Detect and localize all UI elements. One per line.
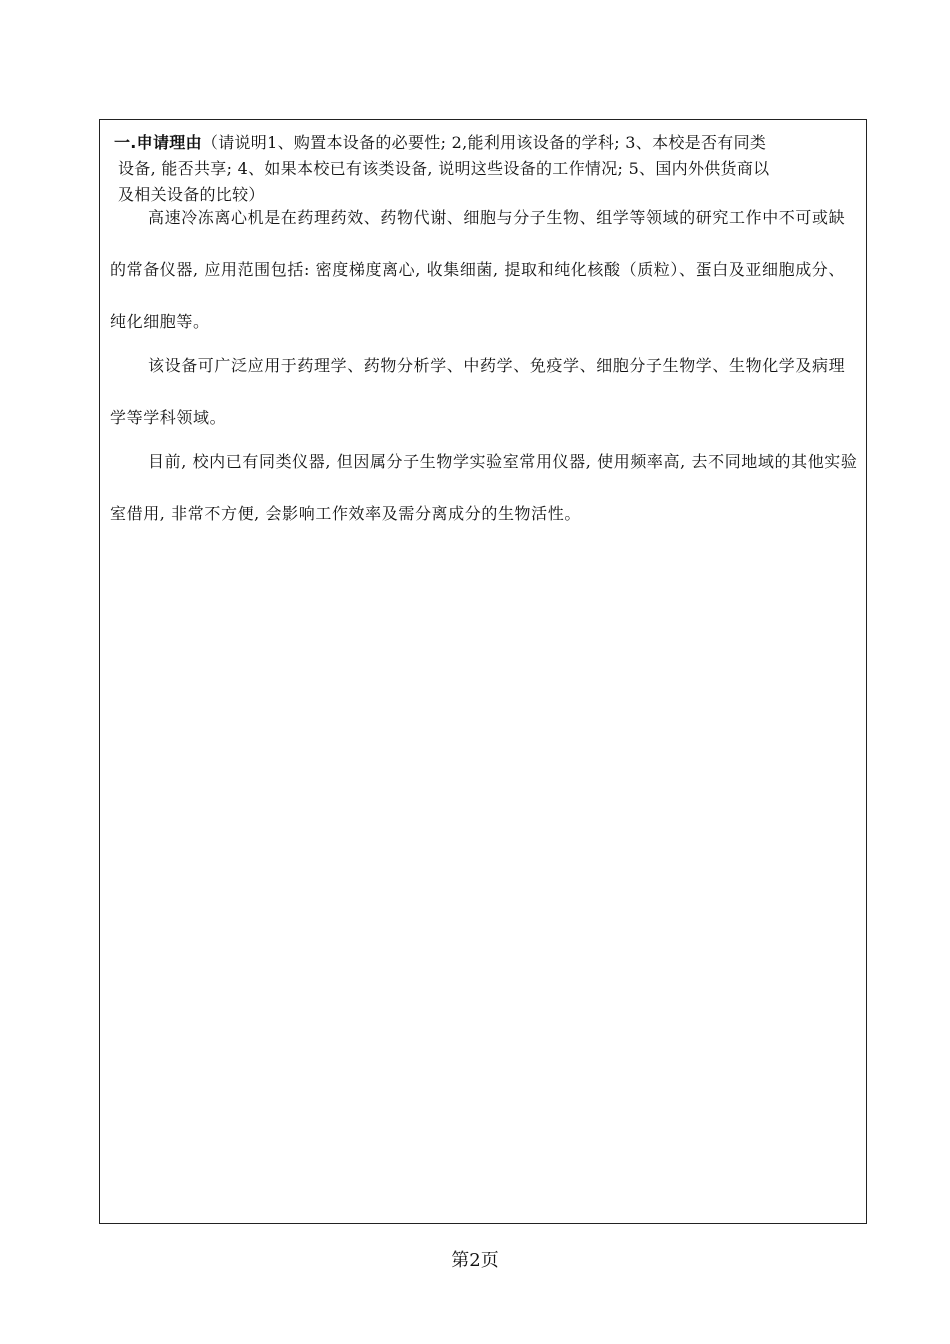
paragraph-disciplines: 该设备可广泛应用于药理学、药物分析学、中药学、免疫学、细胞分子生物学、生物化学及病理学等学科领域。 — [110, 356, 846, 427]
paragraph-purpose: 高速冷冻离心机是在药理药效、药物代谢、细胞与分子生物、组学等领域的研究工作中不可或缺的常备仪器, 应用范围包括: 密度梯度离心, 收集细菌, 提取和纯化核酸（质粒）、蛋白及亚细胞成分、纯化细胞等。 — [110, 208, 846, 331]
section-instruction-line2: 设备, 能否共享; 4、如果本校已有该类设备, 说明这些设备的工作情况; 5、国内外供货商以 — [118, 159, 770, 178]
paragraph-current-status: 目前, 校内已有同类仪器, 但因属分子生物学实验室常用仪器, 使用频率高, 去不同地域的其他实验室借用, 非常不方便, 会影响工作效率及需分离成分的生物活性。 — [110, 452, 858, 523]
application-reason-box — [99, 119, 867, 1224]
section-instruction-line3: 及相关设备的比较） — [118, 185, 265, 204]
page-number: 第2页 — [451, 1250, 499, 1271]
section-title: 一.申请理由 — [114, 133, 202, 152]
section-instruction-line1: （请说明1、购置本设备的必要性; 2,能利用该设备的学科; 3、本校是否有同类 — [201, 133, 767, 152]
